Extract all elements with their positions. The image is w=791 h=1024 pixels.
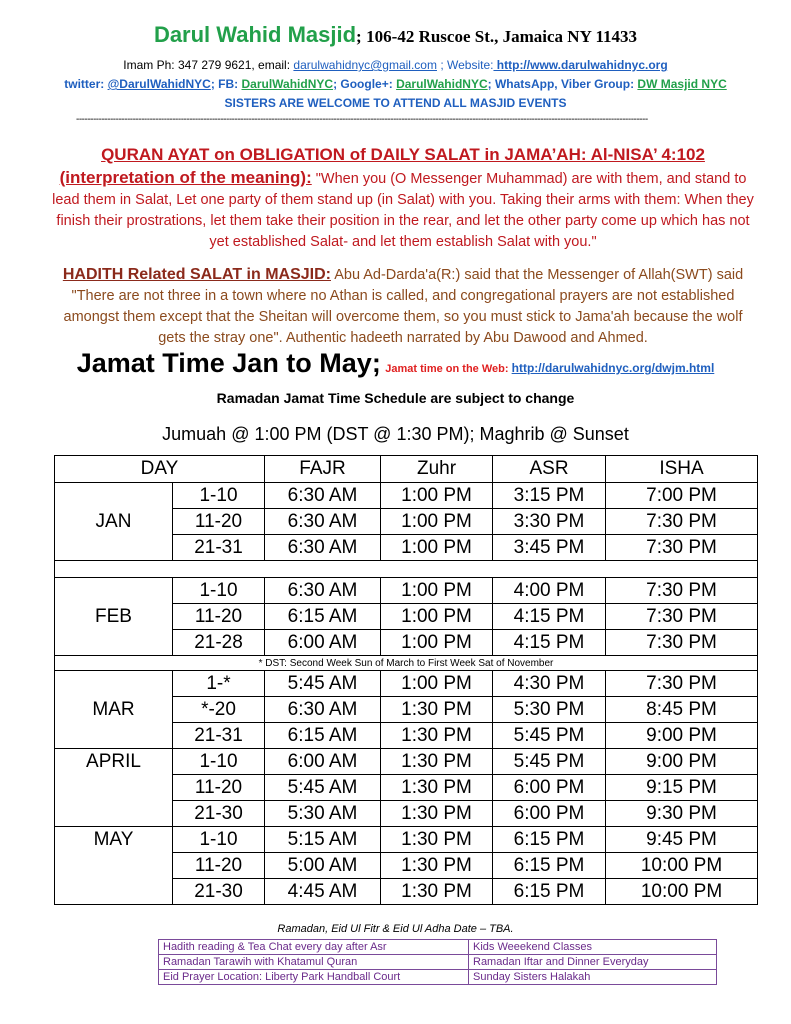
jamat-title: Jamat Time Jan to May — [76, 348, 372, 378]
header-day: DAY — [55, 456, 265, 483]
isha-time: 7:30 PM — [606, 509, 758, 535]
quran-text: "When you (O Messenger Muhammad) are with them, and stand to lead them in Salat, Let one party of them stand up (in Salat) with you. Taking their arms with them: When they finish their prostrations, let them take their position in the rear, and let the other party come up which has not yet established Salat- and let them establish Salat with you." — [52, 171, 754, 250]
zuhr-time: 1:00 PM — [381, 671, 493, 697]
fajr-time: 5:15 AM — [265, 827, 381, 853]
fajr-time: 5:45 AM — [265, 775, 381, 801]
twitter-label: twitter: — [64, 77, 108, 91]
spacer-cell — [55, 561, 758, 578]
jamat-web-link[interactable]: http://darulwahidnyc.org/dwjm.html — [511, 361, 715, 375]
jamat-web-label: Jamat time on the Web — [385, 363, 505, 375]
table-row — [55, 827, 758, 853]
whatsapp-label: ; WhatsApp, Viber Group: — [487, 77, 638, 91]
jamat-title-line — [0, 348, 791, 379]
dst-note-row — [55, 656, 758, 671]
isha-time: 7:30 PM — [606, 578, 758, 604]
header-fajr: FAJR — [265, 456, 381, 483]
social-line — [0, 77, 791, 91]
eid-note: Ramadan, Eid Ul Fitr & Eid Ul Adha Date – TBA. — [277, 923, 514, 935]
header-isha: ISHA — [606, 456, 758, 483]
zuhr-time: 1:30 PM — [381, 749, 493, 775]
fajr-time: 5:00 AM — [265, 853, 381, 879]
table-row — [55, 749, 758, 775]
jamat-schedule-table — [54, 455, 758, 905]
day-range: 21-28 — [173, 630, 265, 656]
fajr-time: 5:30 AM — [265, 801, 381, 827]
header-asr: ASR — [493, 456, 606, 483]
day-range: 1-10 — [173, 827, 265, 853]
zuhr-time: 1:00 PM — [381, 604, 493, 630]
zuhr-time: 1:30 PM — [381, 801, 493, 827]
fb-link[interactable]: DarulWahidNYC — [241, 77, 334, 91]
isha-time: 10:00 PM — [606, 853, 758, 879]
zuhr-time: 1:30 PM — [381, 723, 493, 749]
zuhr-time: 1:00 PM — [381, 630, 493, 656]
quran-heading: QURAN AYAT on OBLIGATION of DAILY SALAT in JAMA’AH: Al-NISA’ 4:102 — [101, 145, 705, 164]
isha-time: 7:00 PM — [606, 483, 758, 509]
month-mar: MAR — [55, 671, 173, 749]
zuhr-time: 1:30 PM — [381, 853, 493, 879]
fajr-time: 6:15 AM — [265, 723, 381, 749]
masjid-name: Darul Wahid Masjid — [153, 22, 357, 47]
hadith-text: Abu Ad-Darda'a(R:) said that the Messenger of Allah(SWT) said "There are not three in a town where no Athan is called, and congregational prayers are not established amongst them except that the Sheitan will overcome them, so you must stick to Jama'ah because the wolf gets the stray one". Authentic hadeeth narrated by Abu Dawood and Ahmed. — [63, 267, 744, 346]
header-semicolon: ; — [356, 27, 362, 46]
contact-line — [0, 58, 791, 72]
day-range: 1-10 — [173, 749, 265, 775]
fajr-time: 6:30 AM — [265, 535, 381, 561]
table-row — [55, 578, 758, 604]
day-range: 21-30 — [173, 801, 265, 827]
asr-time: 6:15 PM — [493, 879, 606, 905]
fajr-time: 6:00 AM — [265, 630, 381, 656]
day-range: 11-20 — [173, 604, 265, 630]
events-table — [158, 939, 717, 985]
asr-time: 4:15 PM — [493, 604, 606, 630]
day-range: 21-31 — [173, 723, 265, 749]
day-range: 21-31 — [173, 535, 265, 561]
isha-time: 9:15 PM — [606, 775, 758, 801]
jumuah-line: Jumuah @ 1:00 PM (DST @ 1:30 PM); Maghrib @ Sunset — [162, 424, 629, 444]
zuhr-time: 1:30 PM — [381, 775, 493, 801]
day-range: 11-20 — [173, 775, 265, 801]
asr-time: 3:30 PM — [493, 509, 606, 535]
isha-time: 7:30 PM — [606, 630, 758, 656]
quran-block — [48, 144, 758, 253]
fajr-time: 6:15 AM — [265, 604, 381, 630]
zuhr-time: 1:30 PM — [381, 879, 493, 905]
masjid-address: 106-42 Ruscoe St., Jamaica NY 11433 — [366, 27, 638, 46]
divider-dashes: ---------------------------------------------------------------------------------------------------------------------------------------------------------------------------------------------------------- — [76, 114, 648, 125]
event-row — [159, 940, 717, 955]
fajr-time: 6:30 AM — [265, 697, 381, 723]
day-range: 1-* — [173, 671, 265, 697]
asr-time: 5:45 PM — [493, 749, 606, 775]
asr-time: 4:15 PM — [493, 630, 606, 656]
day-range: 11-20 — [173, 853, 265, 879]
table-header-row — [55, 456, 758, 483]
month-may: MAY — [55, 827, 173, 905]
isha-time: 9:30 PM — [606, 801, 758, 827]
isha-time: 7:30 PM — [606, 535, 758, 561]
zuhr-time: 1:00 PM — [381, 535, 493, 561]
ramadan-note: Ramadan Jamat Time Schedule are subject to change — [216, 390, 575, 406]
isha-time: 7:30 PM — [606, 604, 758, 630]
day-range: *-20 — [173, 697, 265, 723]
event-item: Eid Prayer Location: Liberty Park Handball Court — [159, 970, 469, 985]
asr-time: 3:15 PM — [493, 483, 606, 509]
table-spacer-row — [55, 561, 758, 578]
day-range: 1-10 — [173, 578, 265, 604]
jamat-semicolon: ; — [371, 348, 381, 378]
asr-time: 6:00 PM — [493, 775, 606, 801]
fajr-time: 4:45 AM — [265, 879, 381, 905]
event-item: Kids Weeekend Classes — [469, 940, 717, 955]
zuhr-time: 1:00 PM — [381, 578, 493, 604]
month-feb: FEB — [55, 578, 173, 656]
whatsapp-link[interactable]: DW Masjid NYC — [637, 77, 727, 91]
sisters-welcome: SISTERS ARE WELCOME TO ATTEND ALL MASJID EVENTS — [224, 96, 567, 110]
isha-time: 7:30 PM — [606, 671, 758, 697]
month-april: APRIL — [55, 749, 173, 827]
zuhr-time: 1:30 PM — [381, 827, 493, 853]
isha-time: 8:45 PM — [606, 697, 758, 723]
isha-time: 10:00 PM — [606, 879, 758, 905]
asr-time: 5:30 PM — [493, 697, 606, 723]
quran-subheading: (interpretation of the meaning): — [59, 168, 312, 187]
asr-time: 6:15 PM — [493, 853, 606, 879]
masjid-header — [0, 22, 791, 48]
table-row — [55, 671, 758, 697]
month-jan: JAN — [55, 483, 173, 561]
zuhr-time: 1:00 PM — [381, 509, 493, 535]
zuhr-time: 1:30 PM — [381, 697, 493, 723]
google-label: ; Google+: — [333, 77, 397, 91]
table-row — [55, 483, 758, 509]
fajr-time: 6:30 AM — [265, 578, 381, 604]
asr-time: 4:00 PM — [493, 578, 606, 604]
fajr-time: 6:30 AM — [265, 483, 381, 509]
twitter-link[interactable]: @DarulWahidNYC — [107, 77, 211, 91]
event-item: Hadith reading & Tea Chat every day after Asr — [159, 940, 469, 955]
asr-time: 3:45 PM — [493, 535, 606, 561]
day-range: 11-20 — [173, 509, 265, 535]
isha-time: 9:00 PM — [606, 749, 758, 775]
fajr-time: 6:30 AM — [265, 509, 381, 535]
asr-time: 4:30 PM — [493, 671, 606, 697]
fajr-time: 5:45 AM — [265, 671, 381, 697]
day-range: 1-10 — [173, 483, 265, 509]
event-item: Ramadan Iftar and Dinner Everyday — [469, 955, 717, 970]
hadith-block — [48, 264, 758, 349]
asr-time: 6:15 PM — [493, 827, 606, 853]
fajr-time: 6:00 AM — [265, 749, 381, 775]
event-row — [159, 970, 717, 985]
event-item: Sunday Sisters Halakah — [469, 970, 717, 985]
day-range: 21-30 — [173, 879, 265, 905]
asr-time: 5:45 PM — [493, 723, 606, 749]
dst-note: * DST: Second Week Sun of March to First Week Sat of November — [55, 656, 758, 671]
isha-time: 9:45 PM — [606, 827, 758, 853]
event-item: Ramadan Tarawih with Khatamul Quran — [159, 955, 469, 970]
google-link[interactable]: DarulWahidNYC — [396, 77, 488, 91]
zuhr-time: 1:00 PM — [381, 483, 493, 509]
isha-time: 9:00 PM — [606, 723, 758, 749]
website-label: ; Website: — [436, 58, 494, 72]
jamat-web-colon: : — [504, 363, 512, 375]
imam-label: Imam Ph: 347 279 9621, email: — [123, 58, 294, 72]
event-row — [159, 955, 717, 970]
header-zuhr: Zuhr — [381, 456, 493, 483]
hadith-heading: HADITH Related SALAT in MASJID: — [62, 266, 331, 283]
website-link[interactable]: http://www.darulwahidnyc.org — [493, 58, 668, 72]
email-link[interactable]: darulwahidnyc@gmail.com — [293, 58, 437, 72]
fb-label: ; FB: — [210, 77, 242, 91]
asr-time: 6:00 PM — [493, 801, 606, 827]
